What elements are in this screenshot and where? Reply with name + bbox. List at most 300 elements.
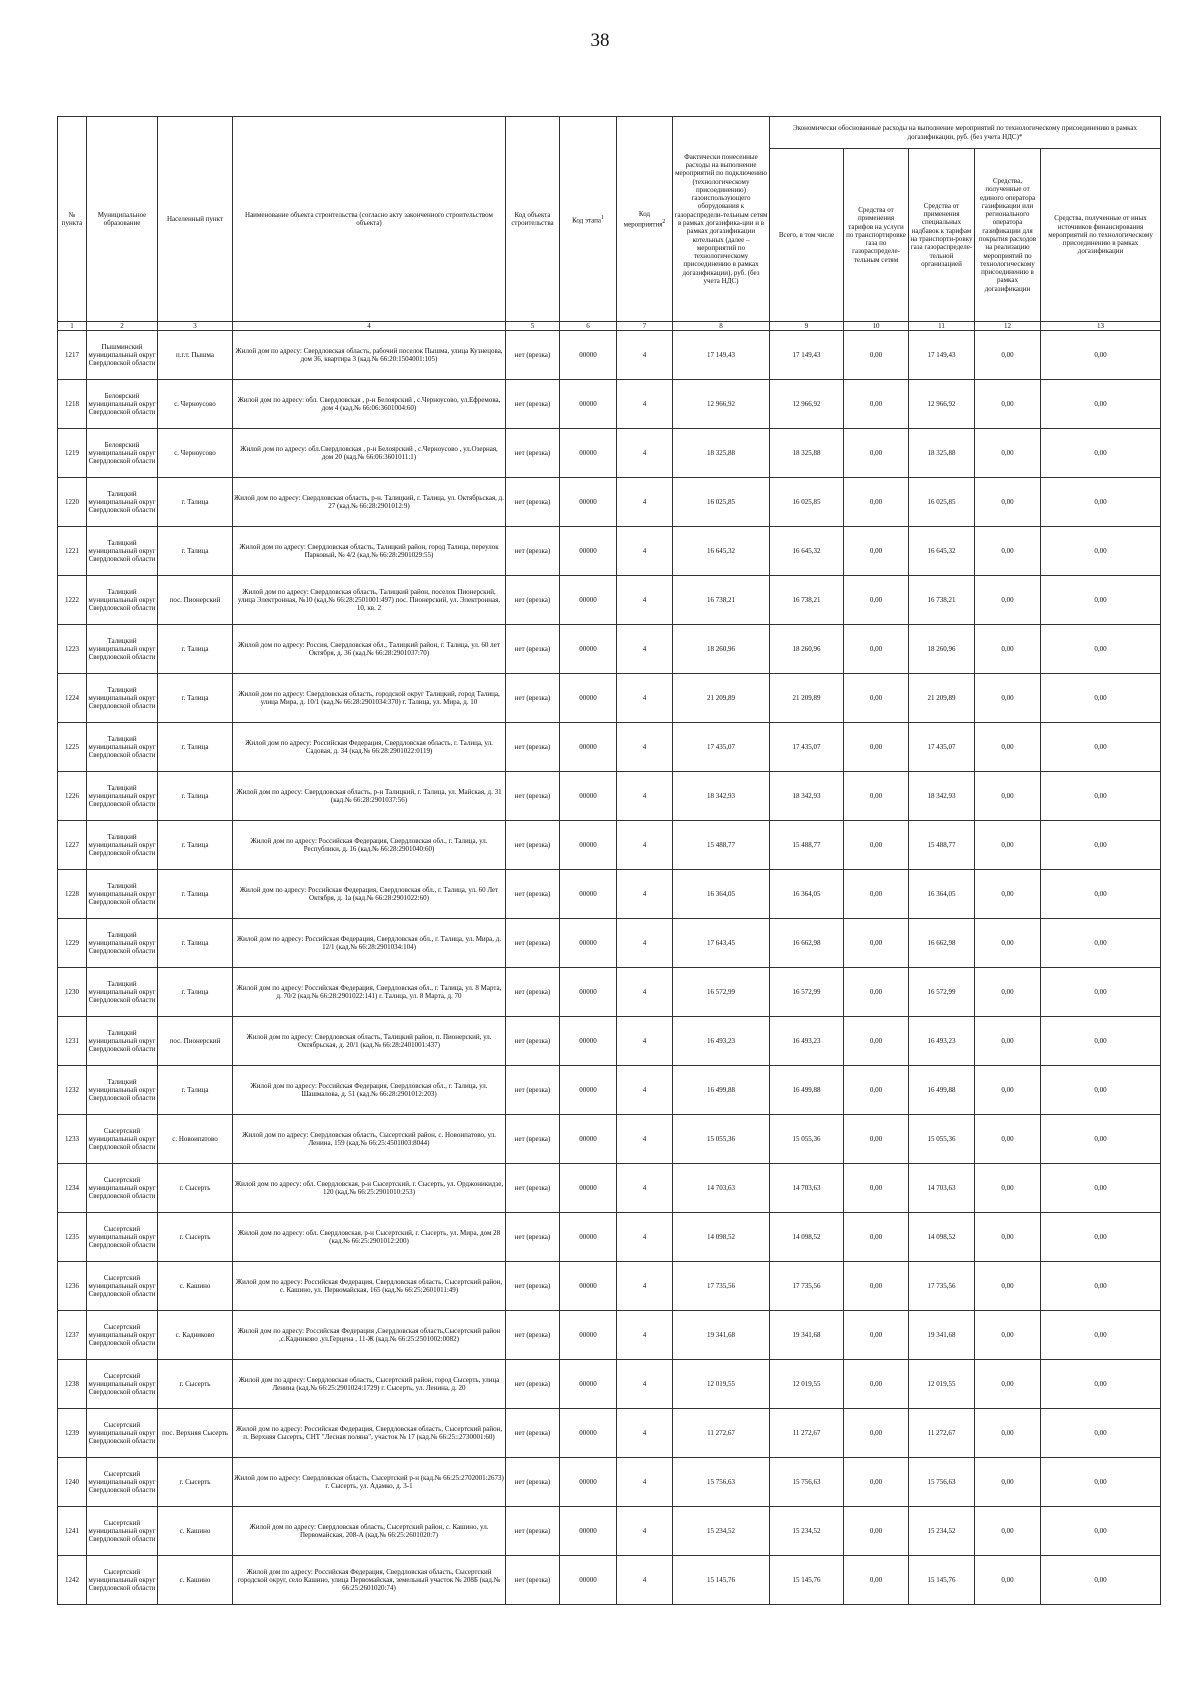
table-row — [58, 1360, 1161, 1409]
total-cell: 15 055,36 — [770, 1115, 844, 1164]
stage-code-cell: 00000 — [560, 1507, 617, 1556]
header-object: Наименование объекта строительства (согласно акту законченного строительством объекта) — [233, 117, 506, 322]
actual-costs-cell: 15 234,52 — [673, 1507, 770, 1556]
municipality-cell: Талицкий муниципальный округ Свердловской области — [87, 723, 158, 772]
actual-costs-cell: 16 025,85 — [673, 478, 770, 527]
special-surcharges-cell: 16 572,99 — [909, 968, 975, 1017]
operator-funds-cell: 0,00 — [975, 1458, 1041, 1507]
object-code-cell: нет (врезка) — [506, 919, 560, 968]
table-row — [58, 576, 1161, 625]
transport-tariffs-cell: 0,00 — [844, 380, 909, 429]
total-cell: 16 662,98 — [770, 919, 844, 968]
operator-funds-cell: 0,00 — [975, 1262, 1041, 1311]
table-row — [58, 625, 1161, 674]
stage-code-cell: 00000 — [560, 1213, 617, 1262]
other-sources-cell: 0,00 — [1041, 331, 1161, 380]
actual-costs-cell: 18 260,96 — [673, 625, 770, 674]
municipality-cell: Сысертский муниципальный округ Свердловской области — [87, 1409, 158, 1458]
object-code-cell: нет (врезка) — [506, 1507, 560, 1556]
transport-tariffs-cell: 0,00 — [844, 625, 909, 674]
settlement-cell: пос. Пионерский — [158, 1017, 233, 1066]
object-cell: Жилой дом по адресу: Российская Федерация, Свердловская обл., г. Талица, ул. Мира, д. 12/1 (кад.№ 66:28:2901034:104) — [233, 919, 506, 968]
municipality-cell: Талицкий муниципальный округ Свердловской области — [87, 478, 158, 527]
special-surcharges-cell: 14 098,52 — [909, 1213, 975, 1262]
total-cell: 12 966,92 — [770, 380, 844, 429]
header-transport-tariffs: Средства от применения тарифов на услуги по транспортировке газа по газораспределе-тельным сетям — [844, 149, 909, 322]
other-sources-cell: 0,00 — [1041, 576, 1161, 625]
measure-code-cell: 4 — [617, 1458, 673, 1507]
measure-code-cell: 4 — [617, 1556, 673, 1605]
special-surcharges-cell: 17 435,07 — [909, 723, 975, 772]
special-surcharges-cell: 16 364,05 — [909, 870, 975, 919]
settlement-cell: с. Черноусово — [158, 429, 233, 478]
object-cell: Жилой дом по адресу: Свердловская область, Талицкий район, поселок Пионерский, улица Электронная, №10 (кад.№ 66:28:2501001:497) пос. Пионерский, ул. Электронная, 10, кв. 2 — [233, 576, 506, 625]
settlement-cell: г. Талица — [158, 968, 233, 1017]
operator-funds-cell: 0,00 — [975, 527, 1041, 576]
transport-tariffs-cell: 0,00 — [844, 821, 909, 870]
header-no: № пункта — [58, 117, 87, 322]
object-code-cell: нет (врезка) — [506, 380, 560, 429]
measure-code-cell: 4 — [617, 919, 673, 968]
object-cell: Жилой дом по адресу: Свердловская область, р-н. Талицкий, г. Талица, ул. Октябрьская, д. 27 (кад.№ 66:28:2901012:9) — [233, 478, 506, 527]
object-code-cell: нет (врезка) — [506, 331, 560, 380]
actual-costs-cell: 12 966,92 — [673, 380, 770, 429]
stage-code-cell: 00000 — [560, 380, 617, 429]
stage-code-cell: 00000 — [560, 919, 617, 968]
row-number: 1237 — [58, 1311, 87, 1360]
operator-funds-cell: 0,00 — [975, 968, 1041, 1017]
settlement-cell: г. Талица — [158, 821, 233, 870]
settlement-cell: с. Новоипатово — [158, 1115, 233, 1164]
other-sources-cell: 0,00 — [1041, 478, 1161, 527]
measure-code-cell: 4 — [617, 968, 673, 1017]
settlement-cell: с. Черноусово — [158, 380, 233, 429]
other-sources-cell: 0,00 — [1041, 1556, 1161, 1605]
special-surcharges-cell: 16 499,88 — [909, 1066, 975, 1115]
row-number: 1222 — [58, 576, 87, 625]
measure-code-cell: 4 — [617, 478, 673, 527]
table-row — [58, 429, 1161, 478]
object-cell: Жилой дом по адресу: Российская Федерация, Свердловская область, Сысертский городской округ, село Кашино, улица Первомайская, земельный участок № 208Б (кад.№ 66:25:2601020:74) — [233, 1556, 506, 1605]
object-code-cell: нет (врезка) — [506, 821, 560, 870]
stage-code-cell: 00000 — [560, 772, 617, 821]
other-sources-cell: 0,00 — [1041, 527, 1161, 576]
total-cell: 16 645,32 — [770, 527, 844, 576]
object-code-cell: нет (врезка) — [506, 478, 560, 527]
operator-funds-cell: 0,00 — [975, 576, 1041, 625]
object-cell: Жилой дом по адресу: Свердловская область, рабочий поселок Пышма, улица Кузнецова, дом 36, квартира 3 (кад.№ 66:20:1504001:105) — [233, 331, 506, 380]
table-row — [58, 674, 1161, 723]
row-number: 1227 — [58, 821, 87, 870]
other-sources-cell: 0,00 — [1041, 1360, 1161, 1409]
settlement-cell: с. Кадниково — [158, 1311, 233, 1360]
operator-funds-cell: 0,00 — [975, 772, 1041, 821]
table-row — [58, 1164, 1161, 1213]
actual-costs-cell: 16 645,32 — [673, 527, 770, 576]
header-special-surcharges: Средства от применения специальных надбавок к тарифам на транспорти-ровку газа газораспределе-тельной организацией — [909, 149, 975, 322]
stage-code-cell: 00000 — [560, 723, 617, 772]
actual-costs-cell: 16 738,21 — [673, 576, 770, 625]
special-surcharges-cell: 17 735,56 — [909, 1262, 975, 1311]
transport-tariffs-cell: 0,00 — [844, 1409, 909, 1458]
measure-code-cell: 4 — [617, 1164, 673, 1213]
settlement-cell: г. Талица — [158, 674, 233, 723]
operator-funds-cell: 0,00 — [975, 1556, 1041, 1605]
stage-code-cell: 00000 — [560, 429, 617, 478]
row-number: 1231 — [58, 1017, 87, 1066]
other-sources-cell: 0,00 — [1041, 772, 1161, 821]
municipality-cell: Талицкий муниципальный округ Свердловской области — [87, 625, 158, 674]
other-sources-cell: 0,00 — [1041, 1164, 1161, 1213]
municipality-cell: Сысертский муниципальный округ Свердловской области — [87, 1360, 158, 1409]
other-sources-cell: 0,00 — [1041, 1311, 1161, 1360]
operator-funds-cell: 0,00 — [975, 870, 1041, 919]
transport-tariffs-cell: 0,00 — [844, 1262, 909, 1311]
measure-code-cell: 4 — [617, 1066, 673, 1115]
object-cell: Жилой дом по адресу: Российская Федерация, Свердловская область, г. Талица, ул. Садовая, д. 34 (кад.№ 66:28:2901022:0119) — [233, 723, 506, 772]
row-number: 1234 — [58, 1164, 87, 1213]
object-code-cell: нет (врезка) — [506, 576, 560, 625]
object-cell: Жилой дом по адресу: Свердловская область, Талицкий район, город Талица, переулок Парковый, № 4/2 (кад.№ 66:28:2901029:55) — [233, 527, 506, 576]
actual-costs-cell: 11 272,67 — [673, 1409, 770, 1458]
total-cell: 16 493,23 — [770, 1017, 844, 1066]
settlement-cell: с. Кашино — [158, 1507, 233, 1556]
municipality-cell: Талицкий муниципальный округ Свердловской области — [87, 576, 158, 625]
transport-tariffs-cell: 0,00 — [844, 1066, 909, 1115]
object-cell: Жилой дом по адресу: Российская Федерация, Свердловская область, Сысертский район, с. Кашино, ул. Первомайская, 165 (кад.№ 66:25:2601011:49) — [233, 1262, 506, 1311]
operator-funds-cell: 0,00 — [975, 1507, 1041, 1556]
special-surcharges-cell: 18 325,88 — [909, 429, 975, 478]
table-row — [58, 919, 1161, 968]
settlement-cell: г. Талица — [158, 870, 233, 919]
operator-funds-cell: 0,00 — [975, 821, 1041, 870]
column-number-row — [58, 322, 1161, 331]
special-surcharges-cell: 15 234,52 — [909, 1507, 975, 1556]
object-cell: Жилой дом по адресу: Российская Федерация ,Свердловская область,Сысертский район ,с.Кадниково ,ул.Герцена , 11-Ж (кад.№ 66:25:2501002:0082) — [233, 1311, 506, 1360]
operator-funds-cell: 0,00 — [975, 429, 1041, 478]
actual-costs-cell: 19 341,68 — [673, 1311, 770, 1360]
row-number: 1226 — [58, 772, 87, 821]
measure-code-cell: 4 — [617, 723, 673, 772]
stage-code-cell: 00000 — [560, 331, 617, 380]
stage-code-cell: 00000 — [560, 1017, 617, 1066]
measure-code-cell: 4 — [617, 1017, 673, 1066]
actual-costs-cell: 14 098,52 — [673, 1213, 770, 1262]
total-cell: 19 341,68 — [770, 1311, 844, 1360]
actual-costs-cell: 18 325,88 — [673, 429, 770, 478]
municipality-cell: Сысертский муниципальный округ Свердловской области — [87, 1556, 158, 1605]
transport-tariffs-cell: 0,00 — [844, 1164, 909, 1213]
settlement-cell: г. Сысерть — [158, 1360, 233, 1409]
other-sources-cell: 0,00 — [1041, 723, 1161, 772]
stage-code-cell: 00000 — [560, 821, 617, 870]
object-cell: Жилой дом по адресу: Свердловская область, Сысертский район, с. Кашино, ул. Первомайская, 208-А (кад.№ 66:25:2601020:7) — [233, 1507, 506, 1556]
measure-code-cell: 4 — [617, 1507, 673, 1556]
row-number: 1232 — [58, 1066, 87, 1115]
table-row — [58, 821, 1161, 870]
object-code-cell: нет (врезка) — [506, 429, 560, 478]
municipality-cell: Талицкий муниципальный округ Свердловской области — [87, 919, 158, 968]
total-cell: 16 572,99 — [770, 968, 844, 1017]
operator-funds-cell: 0,00 — [975, 380, 1041, 429]
settlement-cell: г. Талица — [158, 478, 233, 527]
table-row — [58, 1409, 1161, 1458]
header-other-sources: Средства, полученные от иных источников финансирования мероприятий по технологическому присоединению в рамках догазификации — [1041, 149, 1161, 322]
stage-code-cell: 00000 — [560, 1262, 617, 1311]
gasification-costs-table — [57, 116, 1161, 1605]
total-cell: 16 499,88 — [770, 1066, 844, 1115]
municipality-cell: Талицкий муниципальный округ Свердловской области — [87, 1017, 158, 1066]
object-cell: Жилой дом по адресу: Российская Федерация, Свердловская область, Сысертский район, п. Верхняя Сысерть, СНТ "Лесная поляна", участок № 17 (кад.№ 66:25::2730001:60) — [233, 1409, 506, 1458]
settlement-cell: п.г.т. Пышма — [158, 331, 233, 380]
measure-code-cell: 4 — [617, 674, 673, 723]
row-number: 1235 — [58, 1213, 87, 1262]
transport-tariffs-cell: 0,00 — [844, 1556, 909, 1605]
settlement-cell: г. Сысерть — [158, 1458, 233, 1507]
special-surcharges-cell: 14 703,63 — [909, 1164, 975, 1213]
stage-code-cell: 00000 — [560, 1115, 617, 1164]
special-surcharges-cell: 16 738,21 — [909, 576, 975, 625]
row-number: 1229 — [58, 919, 87, 968]
total-cell: 11 272,67 — [770, 1409, 844, 1458]
row-number: 1240 — [58, 1458, 87, 1507]
special-surcharges-cell: 12 966,92 — [909, 380, 975, 429]
object-code-cell: нет (врезка) — [506, 1458, 560, 1507]
total-cell: 12 019,55 — [770, 1360, 844, 1409]
operator-funds-cell: 0,00 — [975, 1213, 1041, 1262]
transport-tariffs-cell: 0,00 — [844, 1360, 909, 1409]
municipality-cell: Талицкий муниципальный округ Свердловской области — [87, 674, 158, 723]
special-surcharges-cell: 16 662,98 — [909, 919, 975, 968]
municipality-cell: Талицкий муниципальный округ Свердловской области — [87, 968, 158, 1017]
row-number: 1225 — [58, 723, 87, 772]
actual-costs-cell: 17 643,45 — [673, 919, 770, 968]
other-sources-cell: 0,00 — [1041, 1115, 1161, 1164]
header-actual-costs: Фактически понесенные расходы на выполнение мероприятий по подключению (технологическому присоединению) газоиспользующего оборудования к газораспредели-тельным сетям в рамках догазифика-ции и в рамках догазификации котельных (далее – мероприятий по технологическому присоединению в рамках догазификации), руб. (без учета НДС) — [673, 117, 770, 322]
object-code-cell: нет (врезка) — [506, 625, 560, 674]
object-cell: Жилой дом по адресу: Свердловская область, Сысертский район, с. Новоипатово, ул. Ленина, 159 (кад.№ 66:25:4501003:8044) — [233, 1115, 506, 1164]
row-number: 1242 — [58, 1556, 87, 1605]
object-code-cell: нет (врезка) — [506, 723, 560, 772]
object-code-cell: нет (врезка) — [506, 1311, 560, 1360]
settlement-cell: г. Талица — [158, 625, 233, 674]
transport-tariffs-cell: 0,00 — [844, 1507, 909, 1556]
transport-tariffs-cell: 0,00 — [844, 576, 909, 625]
settlement-cell: г. Талица — [158, 1066, 233, 1115]
operator-funds-cell: 0,00 — [975, 1066, 1041, 1115]
table-row — [58, 968, 1161, 1017]
stage-code-cell: 00000 — [560, 1164, 617, 1213]
stage-code-cell: 00000 — [560, 1556, 617, 1605]
row-number: 1228 — [58, 870, 87, 919]
other-sources-cell: 0,00 — [1041, 674, 1161, 723]
operator-funds-cell: 0,00 — [975, 1115, 1041, 1164]
object-code-cell: нет (врезка) — [506, 1213, 560, 1262]
total-cell: 17 149,43 — [770, 331, 844, 380]
column-number: 7 — [617, 322, 673, 331]
transport-tariffs-cell: 0,00 — [844, 772, 909, 821]
object-cell: Жилой дом по адресу: обл. Свердловская , р-н Белоярский , с.Черноусово, ул.Ефремова, дом 4 (кад.№ 66:06:3601004:60) — [233, 380, 506, 429]
transport-tariffs-cell: 0,00 — [844, 527, 909, 576]
column-number: 6 — [560, 322, 617, 331]
municipality-cell: Сысертский муниципальный округ Свердловской области — [87, 1458, 158, 1507]
header-object-code: Код объекта строительства — [506, 117, 560, 322]
measure-code-cell: 4 — [617, 1213, 673, 1262]
object-cell: Жилой дом по адресу: Свердловская область, городской округ Талицкий, город Талица, улица Мира, д. 10/1 (кад.№ 66:28:2901034:370) г. Талица, ул. Мира, д. 10 — [233, 674, 506, 723]
actual-costs-cell: 17 435,07 — [673, 723, 770, 772]
column-number: 12 — [975, 322, 1041, 331]
other-sources-cell: 0,00 — [1041, 380, 1161, 429]
object-code-cell: нет (врезка) — [506, 1066, 560, 1115]
municipality-cell: Сысертский муниципальный округ Свердловской области — [87, 1311, 158, 1360]
stage-code-cell: 00000 — [560, 1409, 617, 1458]
operator-funds-cell: 0,00 — [975, 625, 1041, 674]
operator-funds-cell: 0,00 — [975, 478, 1041, 527]
object-cell: Жилой дом по адресу: обл.Свердловская , р-н Белоярский , с.Черноусово , ул.Озерная, дом 20 (кад.№ 66:06:3601011:1) — [233, 429, 506, 478]
other-sources-cell: 0,00 — [1041, 1409, 1161, 1458]
operator-funds-cell: 0,00 — [975, 1311, 1041, 1360]
measure-code-cell: 4 — [617, 576, 673, 625]
transport-tariffs-cell: 0,00 — [844, 1458, 909, 1507]
special-surcharges-cell: 12 019,55 — [909, 1360, 975, 1409]
column-number: 11 — [909, 322, 975, 331]
row-number: 1220 — [58, 478, 87, 527]
total-cell: 14 098,52 — [770, 1213, 844, 1262]
settlement-cell: г. Талица — [158, 772, 233, 821]
measure-code-cell: 4 — [617, 527, 673, 576]
object-code-cell: нет (врезка) — [506, 1017, 560, 1066]
measure-code-cell: 4 — [617, 772, 673, 821]
total-cell: 16 364,05 — [770, 870, 844, 919]
special-surcharges-cell: 15 055,36 — [909, 1115, 975, 1164]
municipality-cell: Сысертский муниципальный округ Свердловской области — [87, 1507, 158, 1556]
actual-costs-cell: 21 209,89 — [673, 674, 770, 723]
table-row — [58, 870, 1161, 919]
object-code-cell: нет (врезка) — [506, 527, 560, 576]
operator-funds-cell: 0,00 — [975, 1360, 1041, 1409]
table-row — [58, 527, 1161, 576]
table-row — [58, 1458, 1161, 1507]
special-surcharges-cell: 18 342,93 — [909, 772, 975, 821]
table-row — [58, 1213, 1161, 1262]
header-justified-costs: Экономически обоснованные расходы на выполнение мероприятий по технологическому присоединению в рамках догазификации, руб. (без учета НДС)* — [770, 117, 1161, 149]
column-number: 2 — [87, 322, 158, 331]
measure-code-cell: 4 — [617, 1262, 673, 1311]
operator-funds-cell: 0,00 — [975, 1164, 1041, 1213]
object-cell: Жилой дом по адресу: Свердловская область, Сысертский район, город Сысерть, улица Ленина (кад.№ 66:25:2901024:1729) г. Сысерть, ул. Ленина, д. 20 — [233, 1360, 506, 1409]
special-surcharges-cell: 18 260,96 — [909, 625, 975, 674]
table-row — [58, 478, 1161, 527]
special-surcharges-cell: 17 149,43 — [909, 331, 975, 380]
header-municipality: Муниципальное образование — [87, 117, 158, 322]
stage-code-cell: 00000 — [560, 870, 617, 919]
actual-costs-cell: 12 019,55 — [673, 1360, 770, 1409]
column-number: 13 — [1041, 322, 1161, 331]
operator-funds-cell: 0,00 — [975, 919, 1041, 968]
row-number: 1236 — [58, 1262, 87, 1311]
measure-code-cell: 4 — [617, 1311, 673, 1360]
transport-tariffs-cell: 0,00 — [844, 331, 909, 380]
special-surcharges-cell: 19 341,68 — [909, 1311, 975, 1360]
stage-code-cell: 00000 — [560, 527, 617, 576]
row-number: 1233 — [58, 1115, 87, 1164]
settlement-cell: пос. Верхняя Сысерть — [158, 1409, 233, 1458]
measure-code-cell: 4 — [617, 380, 673, 429]
municipality-cell: Сысертский муниципальный округ Свердловской области — [87, 1262, 158, 1311]
transport-tariffs-cell: 0,00 — [844, 1115, 909, 1164]
object-code-cell: нет (врезка) — [506, 1360, 560, 1409]
special-surcharges-cell: 15 488,77 — [909, 821, 975, 870]
table-row — [58, 331, 1161, 380]
total-cell: 18 260,96 — [770, 625, 844, 674]
header-settlement: Населенный пункт — [158, 117, 233, 322]
measure-code-cell: 4 — [617, 870, 673, 919]
object-code-cell: нет (врезка) — [506, 772, 560, 821]
transport-tariffs-cell: 0,00 — [844, 1213, 909, 1262]
other-sources-cell: 0,00 — [1041, 821, 1161, 870]
stage-code-cell: 00000 — [560, 1066, 617, 1115]
transport-tariffs-cell: 0,00 — [844, 478, 909, 527]
stage-code-cell: 00000 — [560, 478, 617, 527]
header-measure-code: Код мероприятия$^2$ — [617, 117, 673, 322]
table-row — [58, 1017, 1161, 1066]
other-sources-cell: 0,00 — [1041, 919, 1161, 968]
actual-costs-cell: 15 488,77 — [673, 821, 770, 870]
other-sources-cell: 0,00 — [1041, 1262, 1161, 1311]
special-surcharges-cell: 16 493,23 — [909, 1017, 975, 1066]
column-number: 4 — [233, 322, 506, 331]
actual-costs-cell: 15 145,76 — [673, 1556, 770, 1605]
municipality-cell: Талицкий муниципальный округ Свердловской области — [87, 821, 158, 870]
total-cell: 18 342,93 — [770, 772, 844, 821]
object-code-cell: нет (врезка) — [506, 1409, 560, 1458]
other-sources-cell: 0,00 — [1041, 1507, 1161, 1556]
transport-tariffs-cell: 0,00 — [844, 1017, 909, 1066]
object-code-cell: нет (врезка) — [506, 1262, 560, 1311]
table-row — [58, 1311, 1161, 1360]
total-cell: 18 325,88 — [770, 429, 844, 478]
settlement-cell: г. Талица — [158, 919, 233, 968]
total-cell: 17 435,07 — [770, 723, 844, 772]
object-code-cell: нет (врезка) — [506, 1115, 560, 1164]
stage-code-cell: 00000 — [560, 968, 617, 1017]
stage-code-cell: 00000 — [560, 674, 617, 723]
special-surcharges-cell: 15 145,76 — [909, 1556, 975, 1605]
municipality-cell: Белоярский муниципальный округ Свердловской области — [87, 429, 158, 478]
transport-tariffs-cell: 0,00 — [844, 919, 909, 968]
total-cell: 15 145,76 — [770, 1556, 844, 1605]
table-row — [58, 1556, 1161, 1605]
settlement-cell: г. Сысерть — [158, 1164, 233, 1213]
operator-funds-cell: 0,00 — [975, 331, 1041, 380]
object-cell: Жилой дом по адресу: Россия, Свердловская обл., Талицкий район, г. Талица, ул. 60 лет Октября, д. 36 (кад.№ 66:28:2901037:70) — [233, 625, 506, 674]
actual-costs-cell: 16 572,99 — [673, 968, 770, 1017]
settlement-cell: г. Сысерть — [158, 1213, 233, 1262]
actual-costs-cell: 14 703,63 — [673, 1164, 770, 1213]
actual-costs-cell: 16 499,88 — [673, 1066, 770, 1115]
special-surcharges-cell: 11 272,67 — [909, 1409, 975, 1458]
total-cell: 14 703,63 — [770, 1164, 844, 1213]
table-row — [58, 1115, 1161, 1164]
municipality-cell: Талицкий муниципальный округ Свердловской области — [87, 527, 158, 576]
object-cell: Жилой дом по адресу: Российская Федерация, Свердловская обл., г. Талица, ул. 60 Лет Октября, д. 1а (кад.№ 66:28:2901022:60) — [233, 870, 506, 919]
total-cell: 16 025,85 — [770, 478, 844, 527]
measure-code-cell: 4 — [617, 331, 673, 380]
municipality-cell: Талицкий муниципальный округ Свердловской области — [87, 870, 158, 919]
column-number: 9 — [770, 322, 844, 331]
operator-funds-cell: 0,00 — [975, 674, 1041, 723]
table-row — [58, 772, 1161, 821]
